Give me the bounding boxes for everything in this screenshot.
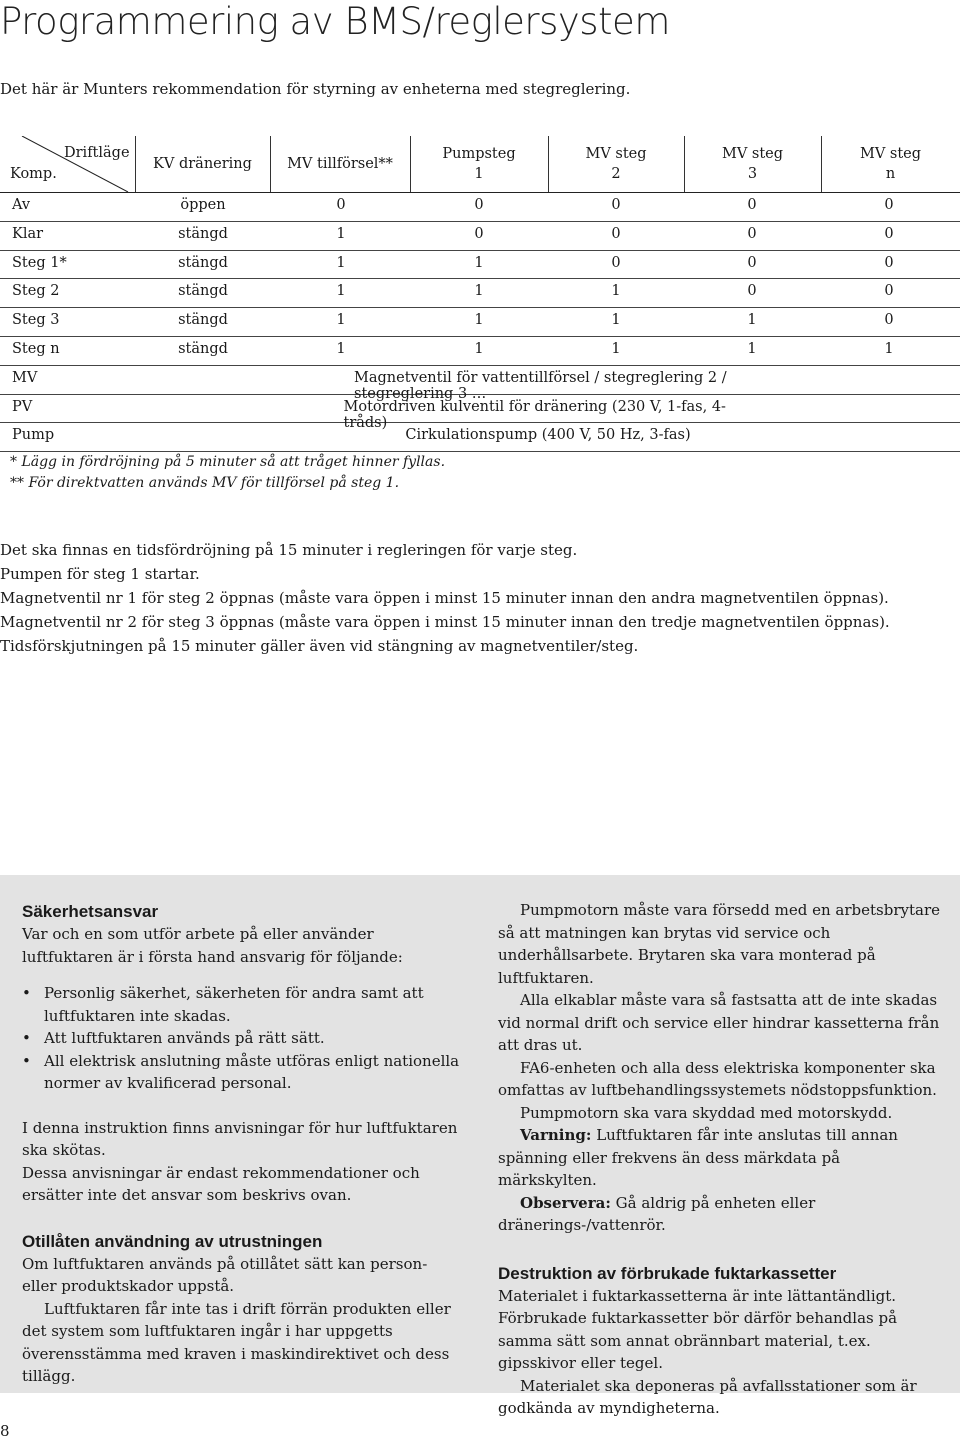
body-text: Pumpmotorn ska vara skyddad med motorskydd. (520, 1103, 893, 1122)
destruction-heading: Destruktion av förbrukade fuktarkassetter (498, 1263, 837, 1283)
safety-list (22, 982, 462, 1095)
paragraph-line: Pumpen för steg 1 startar. (0, 565, 200, 583)
header-mv-steg-3 (684, 136, 821, 192)
header-label: MV steg (859, 146, 922, 162)
misuse-text: Om luftfuktaren används på otillåtet sätt kan person- eller produktskador uppstå. (22, 1254, 428, 1295)
row-label: Steg n (12, 340, 60, 357)
intro-text: Det här är Munters rekommendation för styrning av enheterna med stegreglering. (0, 80, 631, 98)
cell-steg3: 0 (747, 283, 757, 300)
cell-pump1: 1 (474, 340, 484, 357)
cell-pump1: 1 (474, 283, 484, 300)
cell-pump1: 0 (474, 197, 484, 213)
cell-steg3: 0 (747, 254, 757, 271)
cell-steg3: 1 (747, 340, 757, 357)
note-label: Observera: (520, 1193, 611, 1212)
header-label: Pumpsteg (442, 146, 516, 162)
cell-steg3: 1 (747, 312, 757, 329)
cell-mv: 1 (336, 225, 346, 242)
cell-kv: stängd (178, 312, 228, 329)
legend-label: MV (12, 369, 38, 386)
cell-stegn: 0 (884, 225, 894, 242)
footnote: * Lägg in fördröjning på 5 minuter så att tråget hinner fyllas. (10, 454, 446, 470)
misuse-text: Luftfuktaren får inte tas i drift förrän produkten eller det system som luftfuktaren ingår i har uppgetts överensstämma med kraven i maskindirektivet och dess tillägg. (22, 1299, 451, 1385)
warning-body: Luftfuktaren får inte anslutas till annan spänning eller frekvens än dess märkdata på märkskylten. (498, 1126, 898, 1189)
header-mv-steg-n (821, 136, 960, 192)
cell-mv: 0 (336, 197, 346, 213)
row-label: Steg 2 (12, 283, 60, 300)
body-text: FA6-enheten och alla dess elektriska komponenter ska omfattas av luftbehandlingssystemets nödstoppsfunktion. (498, 1058, 937, 1099)
cell-stegn: 0 (884, 312, 894, 329)
list-item: • All elektrisk anslutning måste utföras enligt nationella normer av kvalificerad personal. (22, 1050, 462, 1095)
cell-steg2: 0 (611, 225, 621, 242)
cell-stegn: 0 (884, 283, 894, 300)
body-text: Pumpmotorn måste vara försedd med en arbetsbrytare så att matningen kan brytas vid service och underhållsarbete. Brytaren ska vara monterad på luftfuktaren. (498, 901, 940, 987)
safety-heading: Säkerhetsansvar (22, 902, 159, 921)
cell-mv: 1 (336, 312, 346, 329)
paragraph-line: Magnetventil nr 2 för steg 3 öppnas (måste vara öppen i minst 15 minuter innan den tredje magnetventilen öppnas). (0, 613, 890, 631)
cell-stegn: 0 (884, 197, 894, 213)
warning-text (498, 1124, 943, 1192)
table-row (0, 251, 960, 280)
header-sublabel: 2 (611, 166, 621, 182)
row-label: Klar (12, 225, 44, 242)
timing-paragraph (0, 538, 890, 658)
legend-row (0, 423, 960, 452)
header-sublabel: 3 (747, 166, 758, 182)
cell-steg2: 1 (611, 312, 621, 329)
safety-text: Dessa anvisningar är endast rekommendationer och ersätter inte det ansvar som beskrivs ovan. (22, 1163, 420, 1204)
footnote: ** För direktvatten används MV för tillförsel på steg 1. (10, 475, 400, 491)
list-item: • Att luftfuktaren används på rätt sätt. (22, 1027, 462, 1050)
misuse-heading: Otillåten användning av utrustningen (22, 1231, 323, 1251)
warning-label: Varning: (520, 1126, 592, 1144)
cell-mv: 1 (336, 283, 346, 300)
cell-pump1: 1 (474, 254, 484, 271)
legend-label: Pump (12, 427, 55, 444)
cell-kv: stängd (178, 254, 228, 271)
row-label: Steg 3 (12, 312, 60, 329)
cell-steg2: 1 (611, 283, 621, 300)
cell-mv: 1 (336, 254, 346, 271)
safety-lead: Var och en som utför arbete på eller använder luftfuktaren är i första hand ansvarig för följande: (22, 925, 403, 966)
cell-kv: stängd (178, 340, 228, 357)
header-sublabel: n (885, 166, 896, 182)
row-label: Av (12, 197, 31, 213)
header-pumpsteg-1 (410, 136, 548, 192)
legend-row (0, 366, 960, 402)
destruction-text: Materialet i fuktarkassetterna är inte lättantändligt. Förbrukade fuktarkassetter bör därför behandlas på samma sätt som annat obrännbart material, t.ex. gipsskivor eller tegel. (498, 1286, 898, 1372)
cell-pump1: 0 (474, 225, 484, 242)
cell-mv: 1 (336, 340, 346, 357)
paragraph-line: Det ska finnas en tidsfördröjning på 15 minuter i regleringen för varje steg. (0, 541, 578, 559)
table-header (0, 136, 960, 193)
cell-pump1: 1 (474, 312, 484, 329)
cell-stegn: 1 (884, 340, 894, 357)
left-column (22, 901, 462, 1388)
table-footnotes (10, 452, 445, 494)
body-text: Alla elkablar måste vara så fastsatta att de inte skadas vid normal drift och service eller hindrar kassetterna från att dras ut. (498, 991, 940, 1054)
header-label: MV tillförsel** (287, 156, 393, 172)
row-label: Steg 1* (12, 254, 67, 271)
table-row (0, 337, 960, 366)
table-row (0, 279, 960, 308)
header-label: MV steg (585, 146, 647, 162)
cell-kv: stängd (178, 283, 228, 300)
legend-label: PV (12, 398, 33, 415)
paragraph-line: Tidsförskjutningen på 15 minuter gäller även vid stängning av magnetventiler/steg. (0, 637, 639, 655)
header-corner-bottom: Komp. (10, 166, 57, 182)
cell-stegn: 0 (884, 254, 894, 271)
header-label: MV steg (721, 146, 784, 162)
cell-kv: stängd (178, 225, 228, 242)
cell-steg2: 1 (611, 340, 621, 357)
table-row (0, 222, 960, 251)
safety-text: I denna instruktion finns anvisningar för hur luftfuktaren ska skötas. (22, 1118, 458, 1159)
destruction-text: Materialet ska deponeras på avfallsstationer som är godkända av myndigheterna. (498, 1376, 917, 1417)
cell-steg3: 0 (747, 225, 757, 242)
header-mv-tillforsel (270, 136, 410, 192)
legend-row (0, 395, 960, 431)
cell-steg3: 0 (747, 197, 757, 213)
cell-steg2: 0 (611, 197, 621, 213)
table-row (0, 193, 960, 222)
right-column (498, 899, 943, 1420)
note-body: Gå aldrig på enheten eller dränerings-/vattenrör. (498, 1193, 816, 1234)
cell-steg2: 0 (611, 254, 621, 271)
legend-text: Magnetventil för vattentillförsel / stegreglering 2 / stegreglering 3 … (354, 369, 727, 402)
page-number: 8 (0, 1422, 10, 1440)
header-kv-dranering (135, 136, 270, 192)
page-title: Programmering av BMS/reglersystem (0, 0, 670, 43)
header-corner (0, 136, 135, 192)
note-text (498, 1192, 943, 1237)
header-label: KV dränering (153, 156, 252, 172)
control-table (0, 136, 960, 452)
cell-kv: öppen (180, 197, 226, 213)
legend-text: Cirkulationspump (400 V, 50 Hz, 3-fas) (405, 427, 691, 444)
header-sublabel: 1 (474, 166, 484, 182)
info-box (0, 875, 960, 1417)
table-row (0, 308, 960, 337)
header-mv-steg-2 (548, 136, 684, 192)
legend-text: Motordriven kulventil för dränering (230 V, 1-fas, 4-tråds) (343, 398, 726, 431)
list-item: • Personlig säkerhet, säkerheten för andra samt att luftfuktaren inte skadas. (22, 982, 462, 1027)
paragraph-line: Magnetventil nr 1 för steg 2 öppnas (måste vara öppen i minst 15 minuter innan den andra magnetventilen öppnas). (0, 589, 889, 607)
header-corner-top: Driftläge (64, 145, 130, 161)
